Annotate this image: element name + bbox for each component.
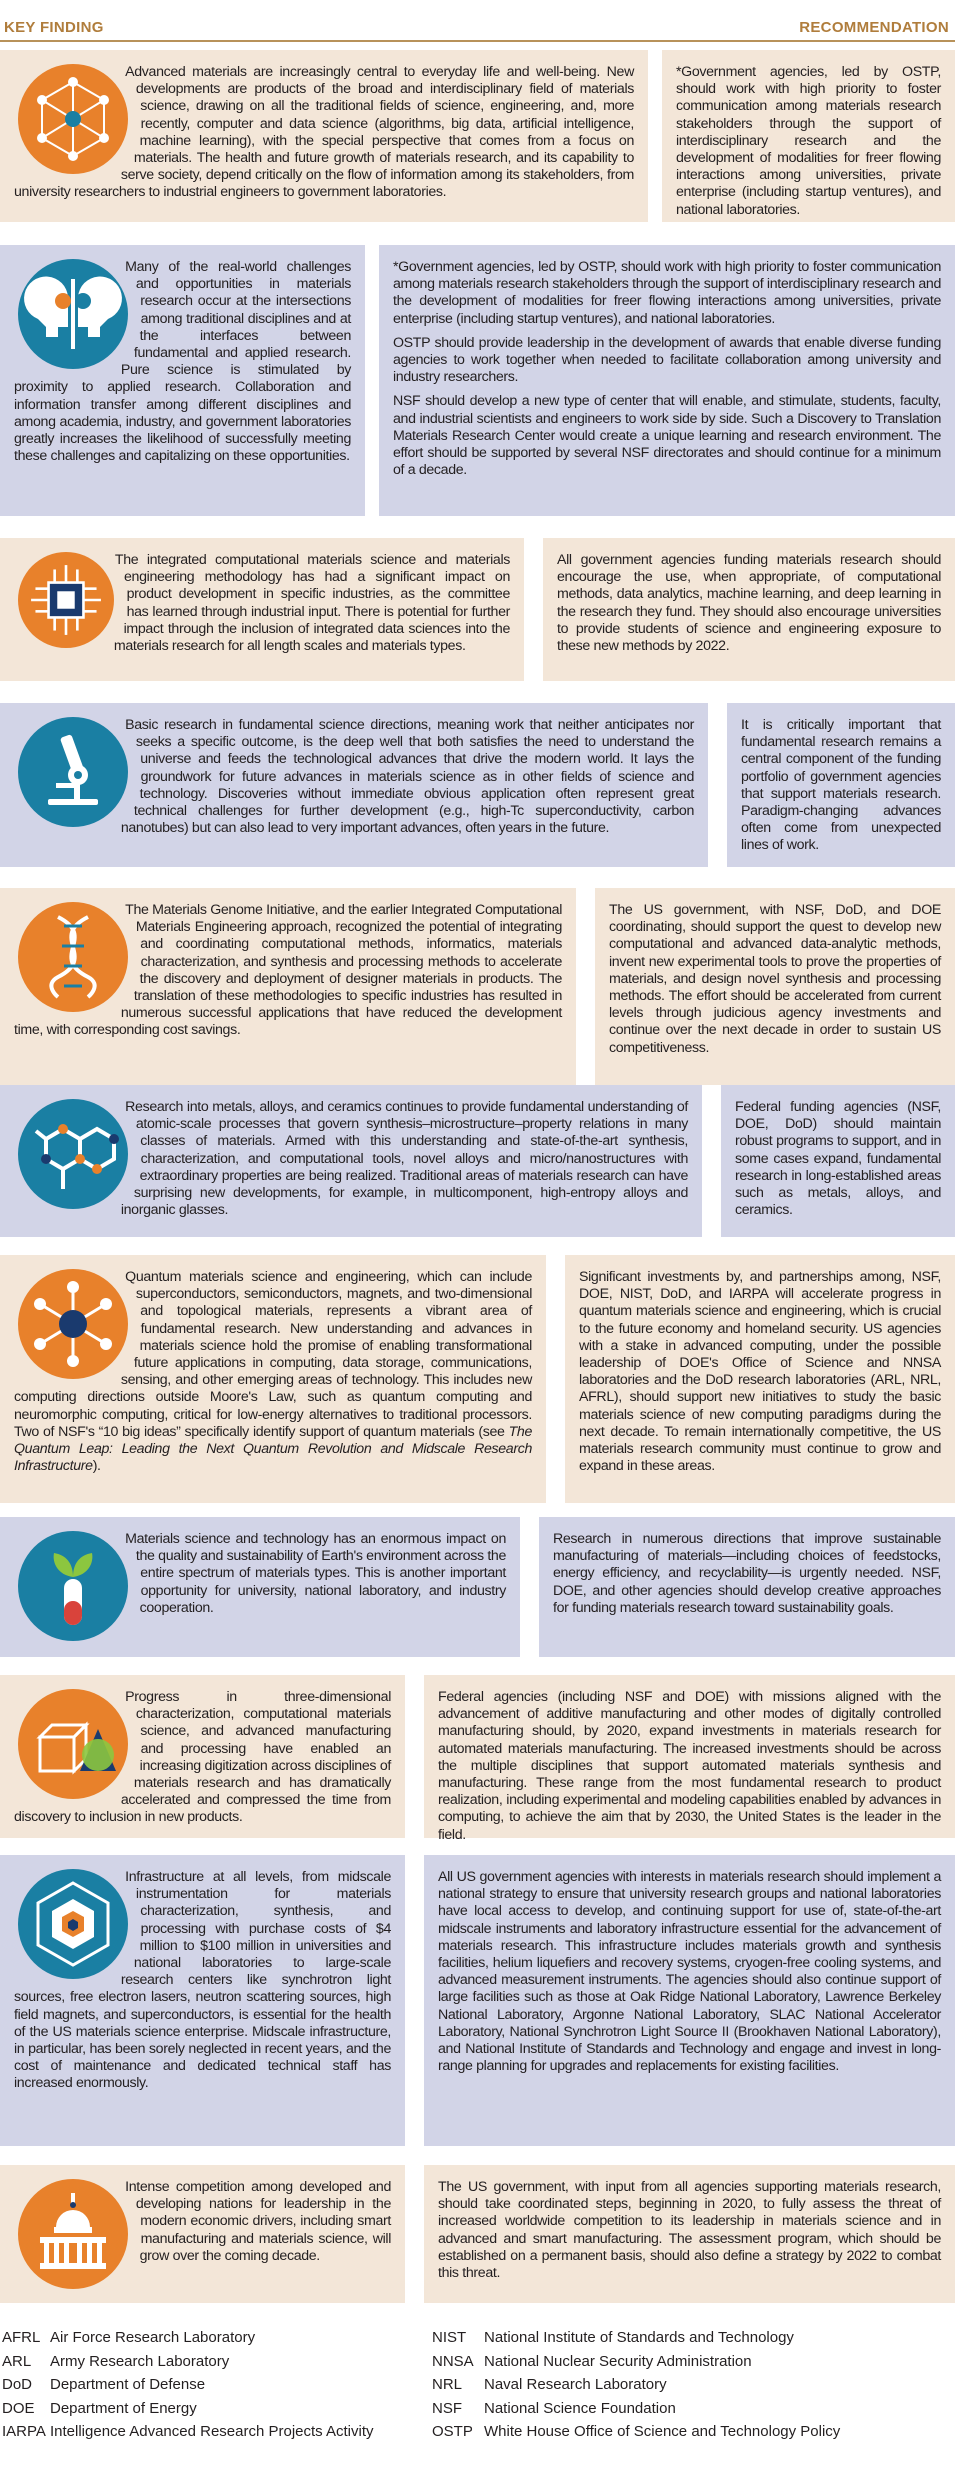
finding-text: Materials science and technology has an enormous impact on the quality and sustainability of Earth's environment across the entire spectrum of materials types. This is another important opportunity for university, national laboratory, and industry cooperation. xyxy=(125,1531,506,1616)
finding-row-8 xyxy=(0,1517,955,1657)
key-finding-panel xyxy=(0,1855,405,2146)
recommendation-panel xyxy=(727,703,955,867)
glossary-abbr: NRL xyxy=(432,2376,463,2394)
key-finding-panel xyxy=(0,245,365,516)
glossary-item xyxy=(2,2350,374,2374)
recommendation-text: All government agencies funding materials research should encourage the use, when appropriate, of computational methods, data analytics, machine learning, and deep learning in the research they fund. They should also encourage universities to provide students of science and engineering exposure to these new methods by 2022. xyxy=(557,552,941,655)
table-header xyxy=(0,0,955,40)
glossary-item xyxy=(432,2397,840,2421)
glossary-abbr: DOE xyxy=(2,2399,35,2417)
quantum-node-icon xyxy=(18,1269,128,1379)
recommendation-text: The US government, with NSF, DoD, and DOE coordinating, should support the quest to develop new computational and advanced data-analytic methods, invent new experimental tools to prove the properties of materials, and design novel synthesis and processing methods. The effort should be accelerated from current levels through judicious agency investments and continue over the next decade in order to sustain US competitiveness. xyxy=(609,902,941,1056)
key-finding-panel xyxy=(0,1255,546,1503)
glossary-item xyxy=(432,2350,840,2374)
capitol-building-icon xyxy=(18,2179,128,2289)
glossary-name: Intelligence Advanced Research Projects Activity xyxy=(50,2423,374,2441)
finding-text: Progress in three-dimensional characterization, computational materials science, and advanced manufacturing and processing have enabled an increasing digitization across disciplines of materials research and has dramatically accelerated and compressed the time from discovery to inclusion in new products. xyxy=(14,1689,391,1826)
finding-row-9 xyxy=(0,1675,955,1843)
recommendation-panel xyxy=(424,1675,955,1843)
glossary-name: National Nuclear Security Administration xyxy=(484,2352,752,2370)
glossary-name: White House Office of Science and Technology Policy xyxy=(484,2423,841,2441)
finding-row-1 xyxy=(0,50,955,222)
finding-row-6 xyxy=(0,1085,955,1237)
recommendation-text: *Government agencies, led by OSTP, should work with high priority to foster communication among materials research stakeholders through the support of interdisciplinary research and the development of modalities for freer flowing interactions among universities, private enterprise (including startup ventures), and national laboratories. xyxy=(393,259,941,327)
recommendation-text: *Government agencies, led by OSTP, should work with high priority to foster communication among materials research stakeholders through the support of interdisciplinary research and the development of modalities for freer flowing interactions among universities, private enterprise (including startup ventures), and national laboratories. xyxy=(676,64,941,218)
glossary-item xyxy=(2,2397,374,2421)
glossary-name: Naval Research Laboratory xyxy=(484,2376,667,2394)
glossary-abbr: OSTP xyxy=(432,2423,473,2441)
3d-shapes-icon xyxy=(18,1689,128,1799)
glossary-abbr: DoD xyxy=(2,2376,33,2394)
glossary-item xyxy=(2,2373,374,2397)
key-finding-panel xyxy=(0,1675,405,1838)
finding-row-5 xyxy=(0,888,955,1085)
finding-text-italic: The Quantum Leap: Leading the Next Quantum Revolution and Midscale Research Infrastructure xyxy=(14,1423,532,1475)
collaboration-heads-icon xyxy=(18,259,128,369)
glossary-name: National Science Foundation xyxy=(484,2399,676,2417)
glossary-item xyxy=(2,2420,374,2444)
recommendation-panel xyxy=(565,1255,955,1503)
recommendation-text: NSF should develop a new type of center that will enable, and stimulate, students, faculty, and industrial scientists and engineers to work side by side. Such a Discovery to Translation Materials Research Center would create a unique learning and research environment. The effort should be supported by several NSF directorates and should continue for a minimum of a decade. xyxy=(393,393,941,479)
glossary-abbr: ARL xyxy=(2,2352,32,2370)
key-finding-panel xyxy=(0,1085,702,1237)
glossary-abbr: NSF xyxy=(432,2399,462,2417)
finding-row-3 xyxy=(0,538,955,681)
glossary-abbr: NIST xyxy=(432,2329,467,2346)
finding-row-4 xyxy=(0,703,955,867)
recommendation-text: Federal agencies (including NSF and DOE) with missions aligned with the advancement of additive manufacturing and other modes of digitally controlled manufacturing should, by 2020, expand investments in materials research for automated materials manufacturing. The increased investments should be across the multiple disciplines that support automated materials synthesis and manufacturing. These range from the most fundamental research to product realization, including experimental and modeling capabilities enabled by advances in computing, to achieve the aim that by 2030, the United States is the leader in the field. xyxy=(438,1689,941,1843)
microscope-icon xyxy=(18,717,128,827)
key-finding-panel xyxy=(0,1517,520,1657)
glossary-name: Department of Defense xyxy=(50,2376,206,2394)
glossary-abbr: IARPA xyxy=(2,2423,46,2441)
key-finding-panel xyxy=(0,538,524,681)
finding-text: The integrated computational materials science and materials engineering methodology has had a significant impact on product development in specific industries, as the committee has learned through industrial input. There is potential for further impact through the inclusion of integrated data sciences into the materials research for all length scales and materials types. xyxy=(113,552,510,655)
finding-text: Infrastructure at all levels, from midscale instrumentation for materials characterization, synthesis, and processing with purchase costs of $4 million to $100 million in universities and national laboratories to large-scale research centers like synchrotron light sources, free electron lasers, neutron scattering sources, high field magnets, and superconductors, is essential for the health of the US materials science enterprise. Midscale infrastructure, in particular, has been sorely neglected in recent years, and the cost of maintenance and dedicated technical staff has increased enormously. xyxy=(14,1869,391,2092)
finding-text: Basic research in fundamental science directions, meaning work that neither anticipates nor seeks a specific outcome, is the deep well that both satisfies the need to understand the universe and feeds the technological advances that drive the modern world. It lays the groundwork for future advances in materials science as in other fields of science and technology. Discoveries without immediate obvious application often represent great technical challenges for further development (e.g., high-Tc superconductivity, carbon nanotubes) but can also lead to very important advances, often years in the future. xyxy=(120,717,694,837)
finding-text-main: Quantum materials science and engineering, which can include superconductors, semiconductors, magnets, and two-dimensional and topological materials, represents a vibrant area of fundamental research. New understanding and advances in materials science hold the promise of enabling transformational future applications in computing, data storage, communications, sensing, and other emerging areas of technology. This includes new computing directions outside Moore's Law, such as quantum computing and neuromorphic computing, critical for low-energy alternatives to traditional processors. Two of NSF's “10 big ideas” specifically identify support of quantum materials (see xyxy=(14,1269,532,1440)
recommendation-text: Federal funding agencies (NSF, DOE, DoD) should maintain robust programs to support, and in some cases expand, fundamental research in long-established areas such as metals, alloys, and ceramics. xyxy=(735,1099,941,1219)
glossary-name: Department of Energy xyxy=(50,2399,197,2417)
recommendation-panel xyxy=(662,50,955,222)
finding-row-2 xyxy=(0,245,955,516)
glossary-item xyxy=(2,2326,374,2350)
finding-text-end: ). xyxy=(92,1458,101,1475)
network-nodes-icon xyxy=(18,64,128,174)
finding-text: Research into metals, alloys, and ceramics continues to provide fundamental understanding of atomic-scale processes that govern synthesis–microstructure–property relations in many classes of materials. Armed with this understanding and state-of-the-art synthesis, characterization, and computational tools, novel alloys and micro/nanostructures with extraordinary properties are being realized. Traditional areas of materials research can have surprising new developments, for example, in multicomponent, high-entropy alloys and inorganic glasses. xyxy=(120,1099,688,1219)
finding-text: Intense competition among developed and developing nations for leadership in the modern economic drivers, including smart manufacturing and materials science, will grow over the coming decade. xyxy=(125,2179,391,2264)
recommendation-panel xyxy=(595,888,955,1085)
key-finding-panel xyxy=(0,888,576,1085)
finding-text: Advanced materials are increasingly central to everyday life and well-being. New developments are products of the broad and interdisciplinary field of materials science, drawing on all the traditional fields of science, engineering, and, more recently, computer and data science (algorithms, big data, artificial intelligence, machine learning), with the special perspective that comes from a focus on materials. The health and future growth of materials research, and its capability to serve society, depend critically on the flow of information among its stakeholders, from university researchers to industrial engineers to government laboratories. xyxy=(14,64,634,201)
finding-row-7 xyxy=(0,1255,955,1503)
finding-row-10 xyxy=(0,1855,955,2146)
acronym-glossary xyxy=(0,2312,955,2472)
sprout-test-tube-icon xyxy=(18,1531,128,1641)
finding-text: The Materials Genome Initiative, and the earlier Integrated Computational Materials Engineering approach, recognized the potential of integrating and coordinating computational methods, informatics, materials characterization, and synthesis and processing methods to accelerate the discovery and deployment of designer materials in products. The translation of these methodologies to specific industries has resulted in numerous successful applications that have reduced the development time, with corresponding cost savings. xyxy=(14,902,562,1039)
recommendation-panel xyxy=(424,2165,955,2303)
glossary-name: Air Force Research Laboratory xyxy=(50,2329,256,2346)
recommendation-text: All US government agencies with interests in materials research should implement a national strategy to ensure that university research groups and national laboratories have local access to develop, and continuing support for use of, state-of-the-art midscale instruments and laboratory infrastructure essential for the advancement of materials research. This infrastructure includes materials growth and synthesis facilities, helium liquefiers and recovery systems, cryogen-free cooling systems, and advanced measurement instruments. The agencies should also continue support of large facilities such as those at Oak Ridge National Laboratory, Lawrence Berkeley National Laboratory, Argonne National Laboratory, SLAC National Accelerator Laboratory, National Synchrotron Light Source II (Brookhaven National Laboratory), and National Institute of Standards and Technology and engage and invest in long-range planning for upgrades and replacements for existing facilities. xyxy=(438,1869,941,2075)
recommendation-text: It is critically important that fundamental research remains a central component of the funding portfolio of government agencies that support materials research. Paradigm-changing advances often come from unexpected lines of work. xyxy=(741,717,941,854)
recommendation-text: OSTP should provide leadership in the development of awards that enable diverse funding agencies to work together when needed to facilitate collaboration among university and industry researchers. xyxy=(393,334,941,386)
glossary-column-right xyxy=(432,2326,840,2444)
finding-row-11 xyxy=(0,2165,955,2303)
glossary-abbr: NNSA xyxy=(432,2352,474,2370)
glossary-column-left xyxy=(2,2326,374,2444)
recommendation-text: Significant investments by, and partnerships among, NSF, DOE, NIST, DoD, and IARPA will accelerate progress in quantum materials science and engineering, which is crucial to the future economy and homeland security. US agencies with a stake in advanced computing, under the possible leadership of DOE's Office of Science and NNSA laboratories and the DoD research laboratories (ARL, NRL, AFRL), should support new initiatives to study the basic materials science of new computing paradigms during the next decade. To remain internationally competitive, the US materials research community must continue to grow and expand in these areas. xyxy=(579,1269,941,1475)
key-finding-panel xyxy=(0,703,708,867)
key-finding-panel xyxy=(0,2165,405,2303)
glossary-name: Army Research Laboratory xyxy=(50,2352,230,2370)
recommendation-panel xyxy=(379,245,955,516)
recommendation-panel xyxy=(539,1517,955,1657)
recommendation-panel xyxy=(543,538,955,681)
glossary-item xyxy=(432,2326,840,2350)
glossary-item xyxy=(432,2373,840,2397)
key-finding-panel xyxy=(0,50,648,222)
glossary-item xyxy=(432,2420,840,2444)
recommendation-panel xyxy=(424,1855,955,2146)
infrastructure-hexagon-icon xyxy=(18,1869,128,1979)
glossary-abbr: AFRL xyxy=(2,2329,41,2346)
recommendation-text: Research in numerous directions that improve sustainable manufacturing of materials—including choices of feedstocks, energy efficiency, and recyclability—is urgently needed. NSF, DOE, and other agencies should develop creative approaches for funding materials research toward sustainability goals. xyxy=(553,1531,941,1616)
header-divider xyxy=(0,40,955,42)
recommendation-panel xyxy=(721,1085,955,1237)
dna-helix-icon xyxy=(18,902,128,1012)
computer-chip-icon xyxy=(18,552,114,648)
finding-text: Many of the real-world challenges and opportunities in materials research occur at the intersections among traditional disciplines and at the interfaces between fundamental and applied research. Pure science is stimulated by proximity to applied research. Collaboration and information transfer among different disciplines and among academia, industry, and government laboratories greatly increases the likelihood of successfully meeting these challenges and capitalizing on these opportunities. xyxy=(14,259,351,465)
glossary-name: National Institute of Standards and Technology xyxy=(484,2329,794,2346)
key-finding-heading: KEY FINDING xyxy=(4,19,104,36)
molecular-structure-icon xyxy=(18,1099,128,1209)
recommendation-text: The US government, with input from all agencies supporting materials research, should take coordinated steps, beginning in 2020, to fully assess the threat of increased worldwide competition to its leadership in materials science and in advanced and smart manufacturing. The assessment program, which should be established on a permanent basis, should also define a strategy by 2022 to combat this threat. xyxy=(438,2179,941,2282)
recommendation-heading: RECOMMENDATION xyxy=(799,19,949,36)
